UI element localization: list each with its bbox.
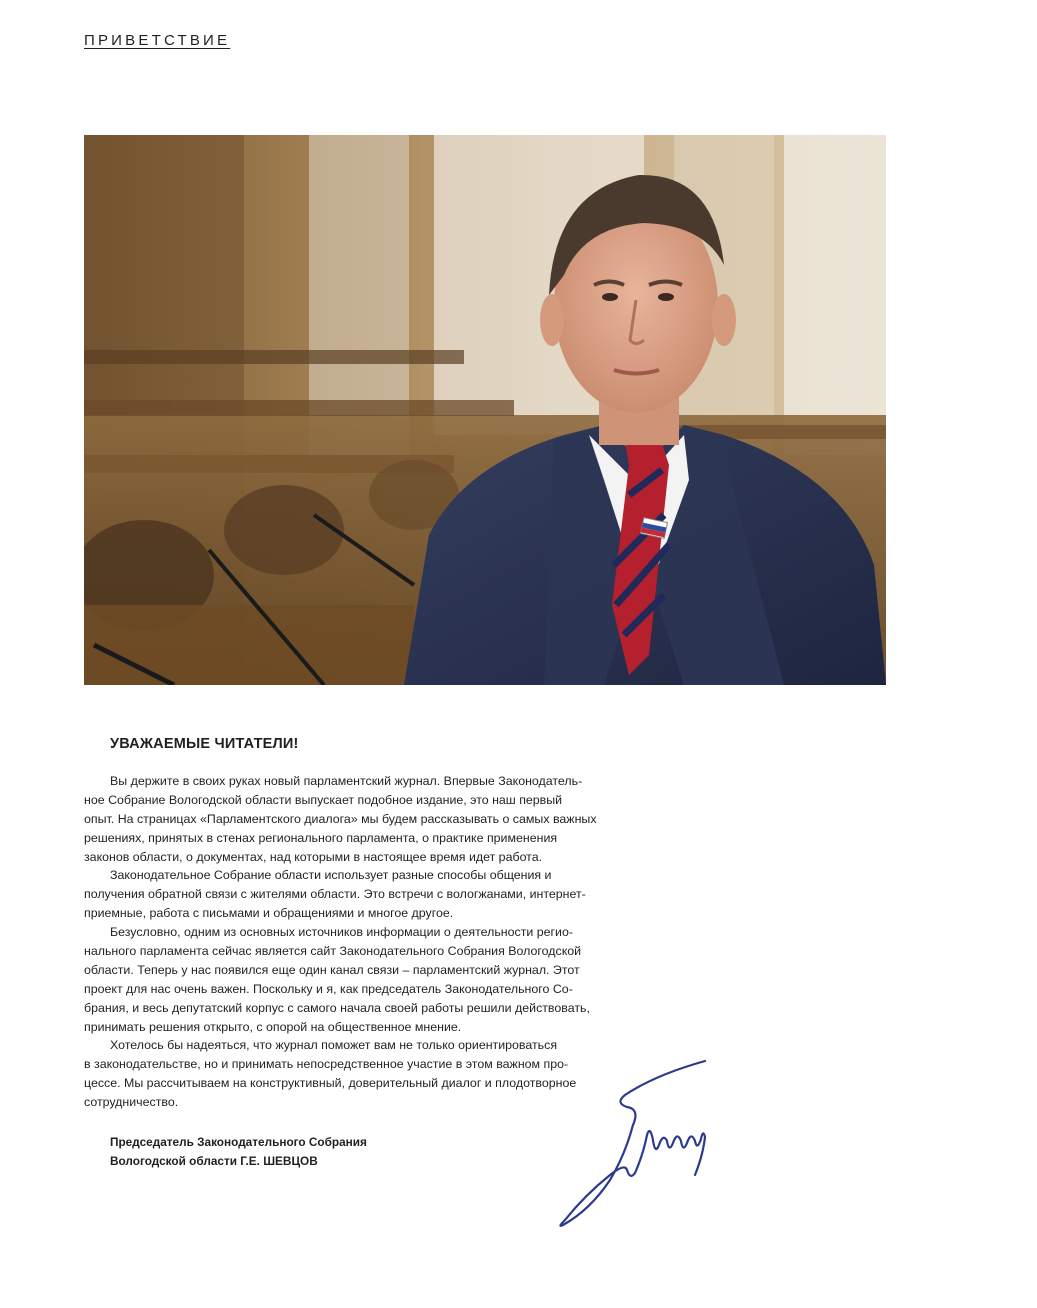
signatory-block (110, 1133, 367, 1171)
greeting-heading: УВАЖАЕМЫЕ ЧИТАТЕЛИ! (110, 736, 299, 752)
body-line: опыт. На страницах «Парламентского диалога» мы будем рассказывать о самых важных (84, 811, 597, 826)
body-line: брания, и весь депутатский корпус с самого начала своей работы решили действовать, (84, 1000, 590, 1015)
body-line: Безусловно, одним из основных источников информации о деятельности регио- (110, 925, 573, 940)
letter-body (84, 772, 614, 1112)
body-line: сотрудничество. (84, 1095, 179, 1110)
signatory-title: Председатель Законодательного Собрания (110, 1135, 367, 1149)
body-line: в законодательстве, но и принимать непосредственное участие в этом важном про- (84, 1057, 569, 1072)
body-line: принимать решения открыто, с опорой на общественное мнение. (84, 1019, 462, 1034)
body-line: ное Собрание Вологодской области выпускает подобное издание, это наш первый (84, 792, 563, 807)
body-line: нального парламента сейчас является сайт Законодательного Собрания Вологодской (84, 944, 582, 959)
body-line: законов области, о документах, над которыми в настоящее время идет работа. (84, 849, 543, 864)
body-line: цессе. Мы рассчитываем на конструктивный, доверительный диалог и плодотворное (84, 1076, 577, 1091)
portrait-photo (84, 135, 886, 685)
body-line: Законодательное Собрание области использует разные способы общения и (110, 868, 552, 883)
handwritten-signature (555, 1055, 715, 1230)
body-line: Хотелось бы надеяться, что журнал поможет вам не только ориентироваться (110, 1038, 558, 1053)
body-line: Вы держите в своих руках новый парламентский журнал. Впервые Законодатель- (110, 774, 583, 788)
body-line: получения обратной связи с жителями области. Это встречи с вологжанами, интернет- (84, 887, 586, 902)
body-line: области. Теперь у нас появился еще один канал связи – парламентский журнал. Этот (84, 962, 580, 977)
body-line: приемные, работа с письмами и обращениями и многое другое. (84, 906, 454, 921)
section-title: ПРИВЕТСТВИЕ (84, 32, 231, 49)
body-line: проект для нас очень важен. Поскольку и я, как председатель Законодательного Со- (84, 981, 573, 996)
body-line: решениях, принятых в стенах регионального парламента, о практике применения (84, 830, 558, 845)
signatory-name: Вологодской области Г.Е. ШЕВЦОВ (110, 1154, 318, 1168)
